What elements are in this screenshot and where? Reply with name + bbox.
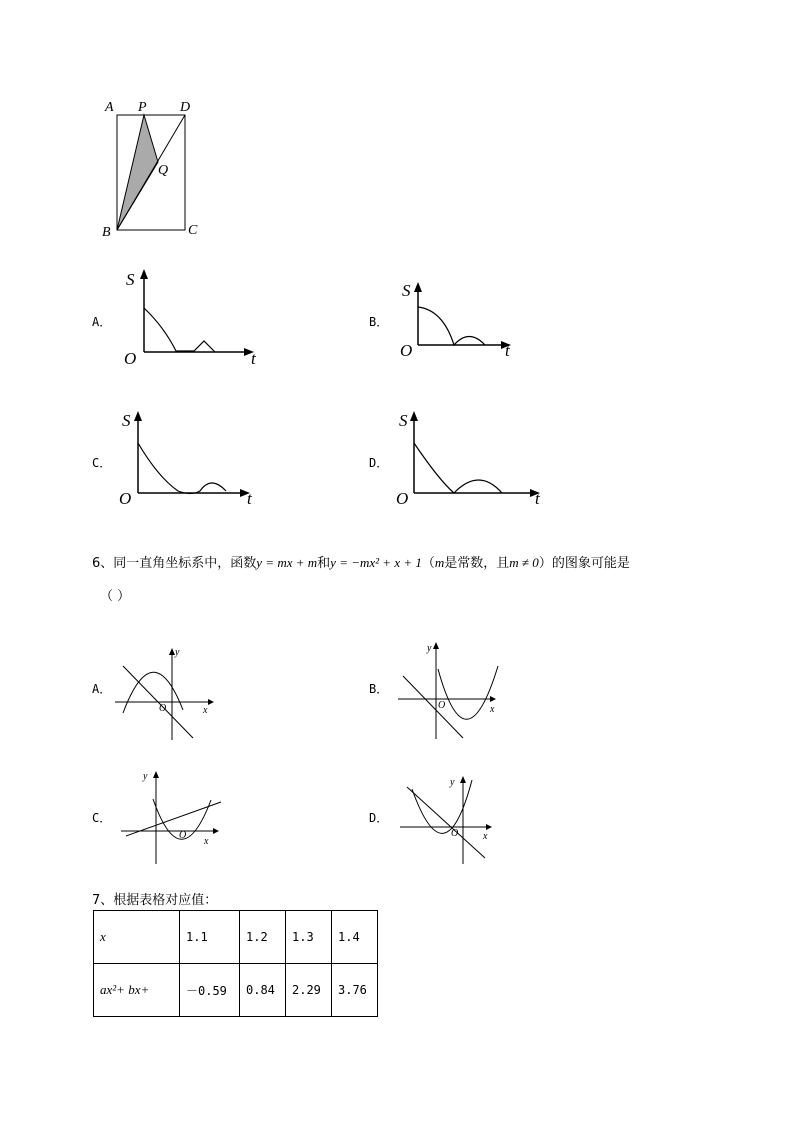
q5-option-b-label[interactable]: B． — [369, 315, 389, 329]
q6-cond-close: ）的图象可能是 — [538, 556, 630, 571]
label-a: A — [105, 100, 114, 115]
table-cell: 0.84 — [240, 964, 286, 1017]
q6-condition: m ≠ 0 — [509, 555, 539, 570]
axis-o: O — [159, 703, 167, 714]
axis-o: O — [451, 828, 459, 839]
q6-question — [92, 552, 630, 571]
q6-option-b-label[interactable]: B． — [369, 682, 389, 696]
q6-option-a-graph[interactable] — [113, 643, 223, 743]
table-cell: 1.3 — [286, 911, 332, 964]
axis-o: O — [396, 489, 409, 508]
q6-option-d-graph[interactable] — [397, 772, 499, 870]
axis-t: t — [505, 341, 510, 360]
q6-m: m — [434, 555, 445, 570]
axis-s: S — [126, 270, 135, 289]
table-cell: 3.76 — [332, 964, 378, 1017]
label-b: B — [102, 225, 111, 240]
axis-t: t — [535, 489, 540, 508]
table-cell: 2.29 — [286, 964, 332, 1017]
table-cell: 1.4 — [332, 911, 378, 964]
q5-option-d-graph[interactable] — [394, 405, 546, 510]
axis-s: S — [402, 281, 411, 300]
axis-x: x — [483, 831, 488, 842]
q6-option-a-label[interactable]: A． — [92, 682, 112, 696]
axis-s: S — [122, 411, 131, 430]
label-d: D — [180, 100, 191, 115]
axis-o: O — [124, 349, 137, 368]
q6-option-d-label[interactable]: D． — [369, 811, 389, 825]
axis-o: O — [438, 700, 446, 711]
axis-x: x — [204, 836, 209, 847]
table-cell: －0.59 — [180, 964, 240, 1017]
q6-answer-blank[interactable]: （ ） — [100, 589, 131, 604]
q6-option-c-label[interactable]: C． — [92, 811, 112, 825]
label-c: C — [188, 223, 198, 238]
q6-prefix: 6、同一直角坐标系中，函数 — [92, 556, 257, 571]
q6-option-c-graph[interactable] — [118, 764, 228, 868]
label-p: P — [138, 100, 147, 115]
q5-option-c-graph[interactable] — [116, 405, 266, 510]
axis-y: y — [427, 643, 432, 654]
axis-t: t — [251, 349, 256, 368]
q5-option-d-label[interactable]: D． — [369, 456, 389, 470]
q7-title: 7、根据表格对应值： — [92, 893, 218, 908]
table-row — [94, 964, 378, 1017]
q6-cond-text: 是常数，且 — [444, 556, 510, 571]
q6-and: 和 — [317, 556, 331, 571]
axis-o: O — [179, 830, 187, 841]
axis-o: O — [400, 341, 413, 360]
diagonal-bd — [117, 115, 185, 230]
q5-option-a-label[interactable]: A． — [92, 315, 112, 329]
rectangle-figure — [95, 92, 215, 242]
axis-y: y — [143, 771, 148, 782]
q5-option-b-graph[interactable] — [397, 278, 527, 363]
shaded-triangle — [117, 115, 158, 230]
axis-y: y — [450, 777, 455, 788]
table-cell: ax²+ bx+ — [94, 964, 180, 1017]
label-q: Q — [158, 163, 169, 178]
q6-function-1: y = mx + m — [256, 555, 318, 570]
q5-option-a-graph[interactable] — [120, 265, 270, 370]
axis-t: t — [247, 489, 252, 508]
axis-y: y — [175, 647, 180, 658]
axis-x: x — [490, 704, 495, 715]
table-row — [94, 911, 378, 964]
table-cell: x — [94, 911, 180, 964]
table-cell: 1.1 — [180, 911, 240, 964]
table-cell: 1.2 — [240, 911, 286, 964]
axis-x: x — [203, 705, 208, 716]
q5-option-c-label[interactable]: C． — [92, 456, 112, 470]
axis-s: S — [399, 411, 408, 430]
q7-value-table — [93, 910, 378, 1017]
q6-function-2: y = −mx² + x + 1 — [330, 555, 422, 570]
q6-option-b-graph[interactable] — [393, 636, 505, 740]
q6-cond-open: （ — [421, 556, 435, 571]
axis-o: O — [119, 489, 132, 508]
